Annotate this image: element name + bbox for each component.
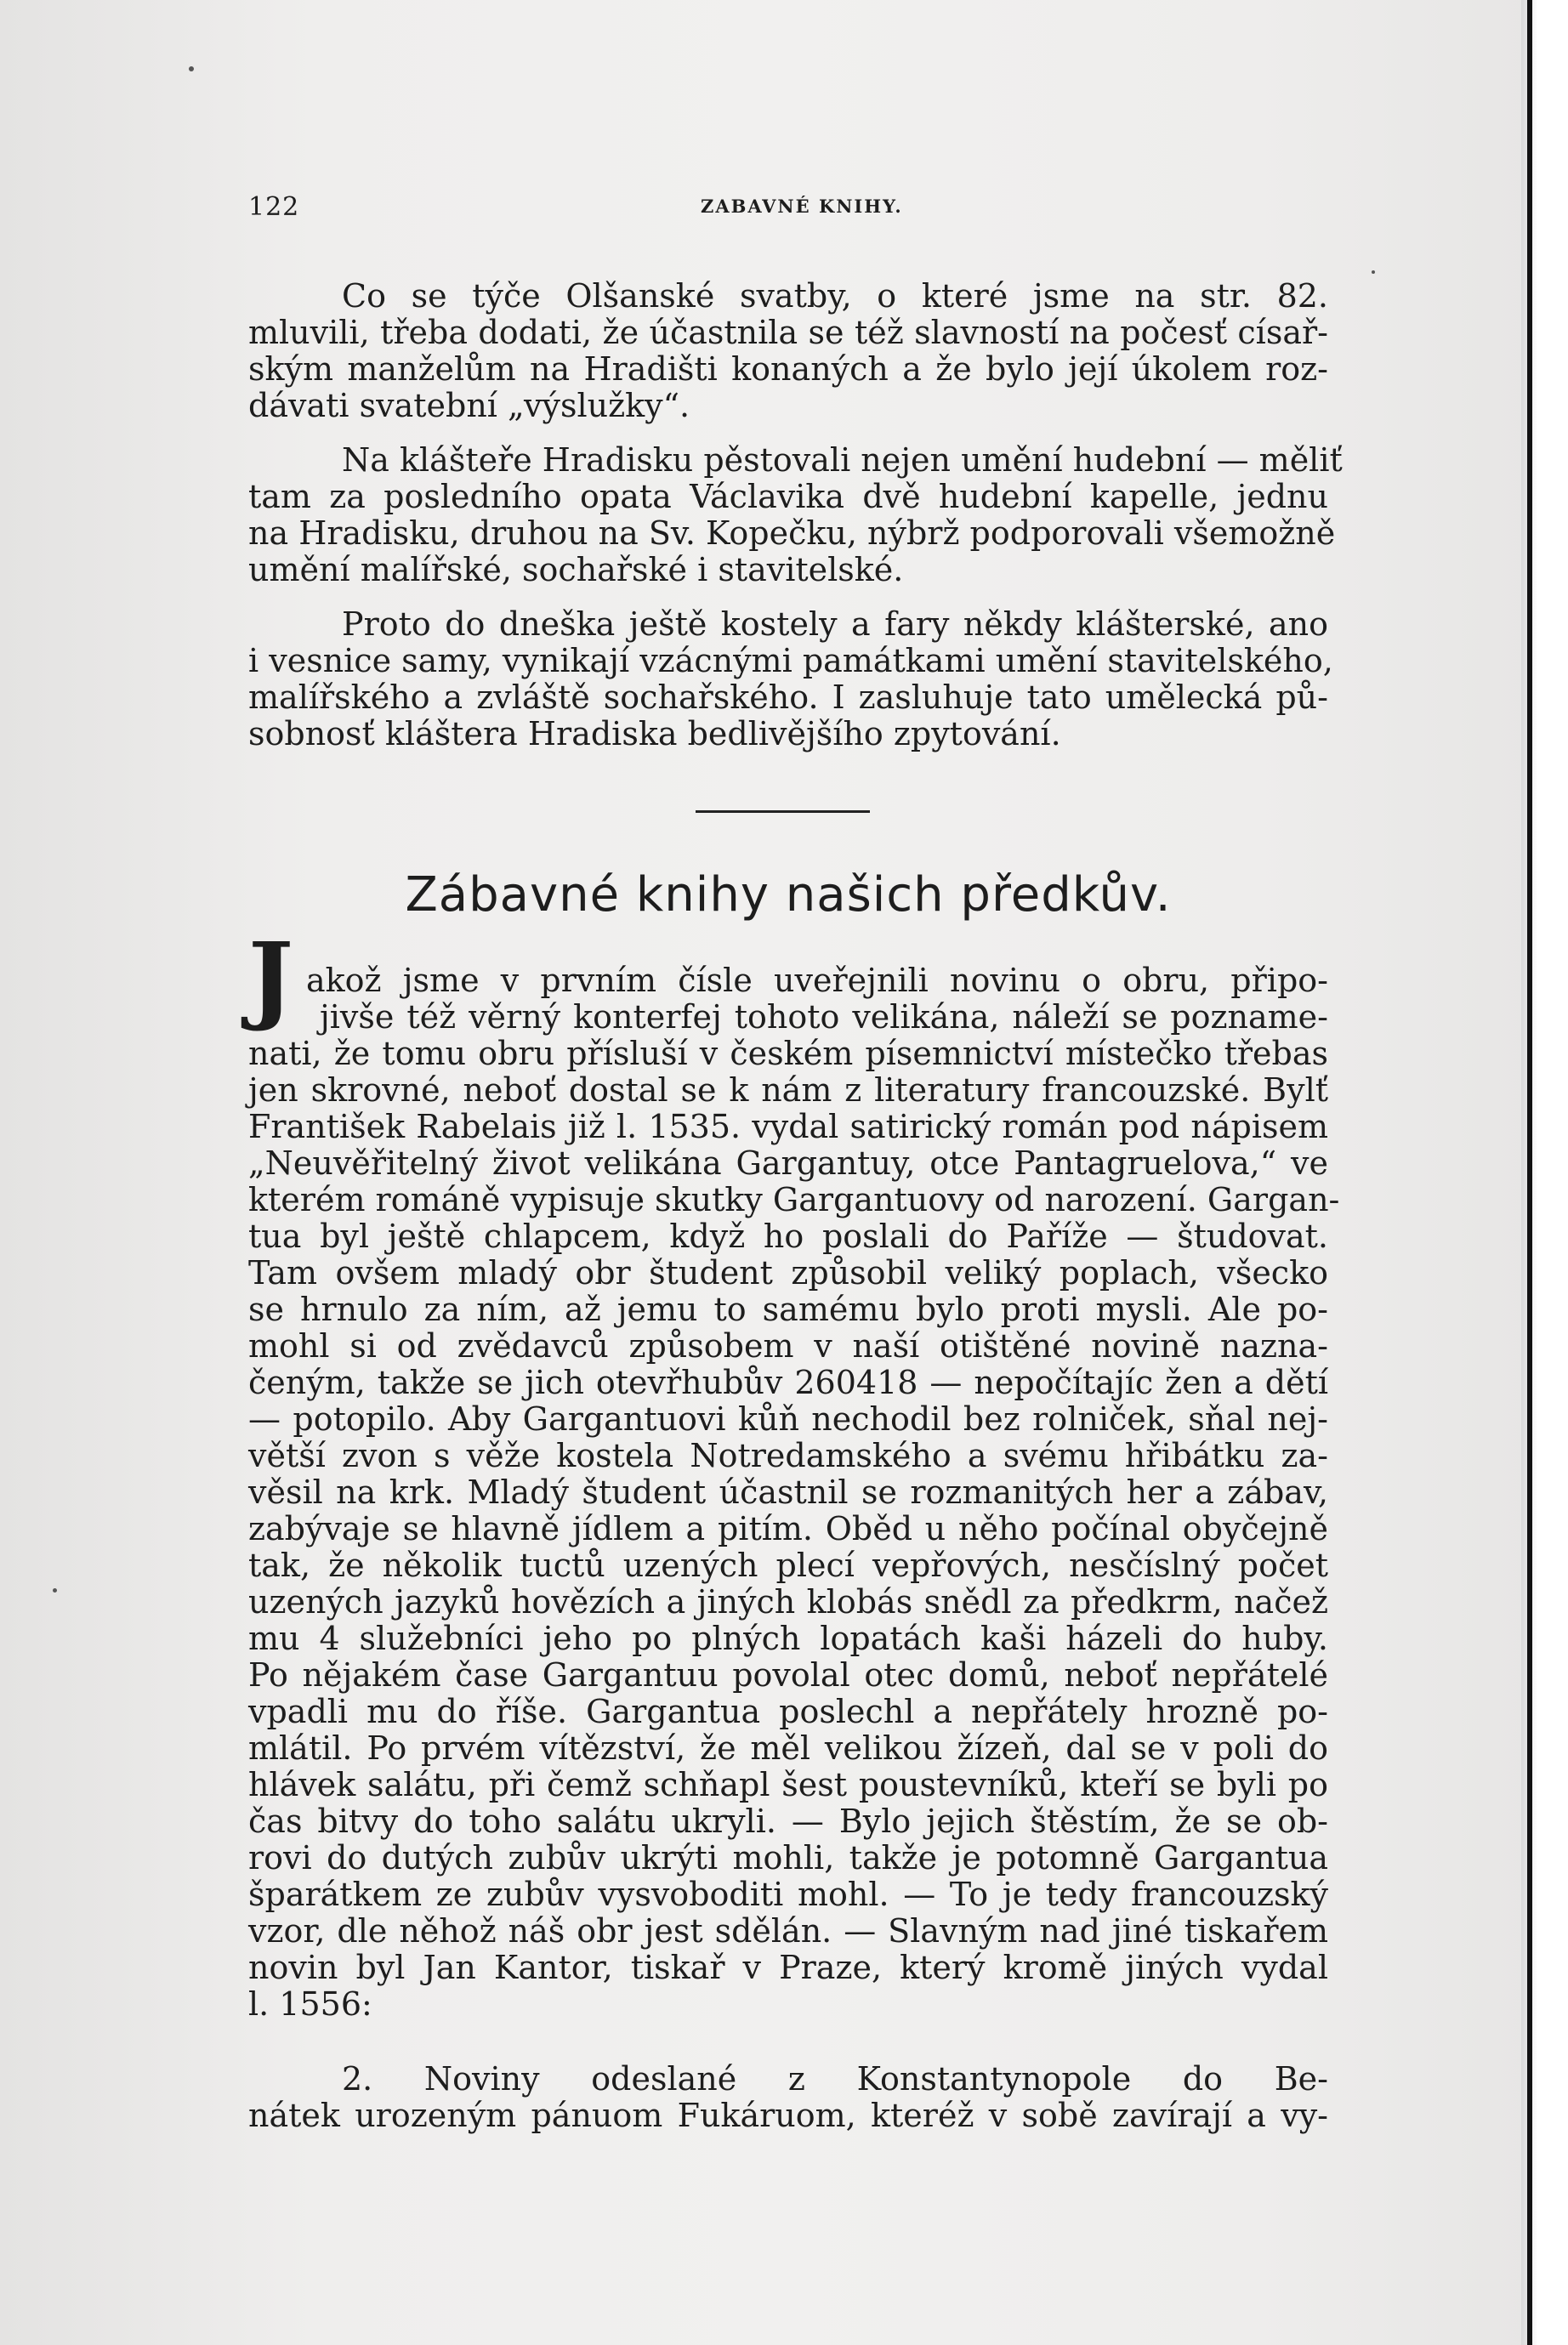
text-line: tam za posledního opata Václavika dvě hudební kapelle, jednu [248,478,1328,515]
text-line: nati, že tomu obru přísluší v českém písemnictví místečko třebas [248,1035,1328,1072]
text-line: čas bitvy do toho salátu ukryli. — Bylo jejich štěstím, že se ob- [248,1803,1328,1840]
text-line: František Rabelais již l. 1535. vydal satirický román pod nápisem [248,1108,1328,1145]
text-line: jivše též věrný konterfej tohoto velikána, náleží se poznamе- [320,998,1328,1036]
text-line: — potopilo. Aby Gargantuovi kůň nechodil bez rolniček, sňal nej- [248,1400,1328,1438]
page-number: 122 [248,192,300,222]
text-line: se hrnulo za ním, až jemu to samému bylo proti mysli. Ale po- [248,1291,1328,1328]
text-line: vzor, dle něhož náš obr jest sdělán. — Slavným nad jiné tiskařem [248,1912,1328,1950]
running-head: ZABAVNÉ KNIHY. [701,196,903,217]
text-line: umění malířské, sochařské i stavitelské. [248,551,904,588]
article-body [248,962,1340,2023]
text-line: na Hradisku, druhou na Sv. Kopečku, nýbrž podporovali všemožně [248,514,1336,552]
paragraph-kostely [248,605,1333,752]
paragraph-hradisko [248,441,1343,588]
text-line: l. 1556: [248,1985,372,2023]
text-line: jen skrovné, neboť dostal se k nám z literatury francouzské. Bylť [248,1071,1328,1109]
text-line: kterém románě vypisuje skutky Gargantuovy od narození. Gargan- [248,1181,1340,1218]
text-line: sobnosť kláštera Hradiska bedlivějšího zpytování. [248,715,1061,752]
paper-speck [1372,270,1375,274]
page-edge-line [1527,0,1532,2345]
text-line: hlávek salátu, při čemž schňapl šest poustevníků, kteří se byli po [248,1766,1328,1803]
text-line: malířského a zvláště sochařského. I zasluhuje tato umělecká pů- [248,679,1328,716]
text-line: mlátil. Po prvém vítězství, že měl velikou žízeň, dal se v poli do [248,1729,1328,1767]
text-line: věsil na krk. Mladý študent účastnil se rozmanitých her a zábav, [248,1473,1328,1511]
text-line: rovi do dutých zubův ukrýti mohli, takže je potomně Gargantua [248,1839,1328,1877]
text-line: tak, že několik tuctů uzených plecí vepřových, nesčíslný počet [248,1547,1328,1584]
article-title: Zábavné knihy našich předkův. [405,867,1172,923]
text-line: tua byl ještě chlapcem, když ho poslali do Paříže — študovat. [248,1218,1328,1255]
text-line: Co se týče Olšanské svatby, o které jsme na str. 82. [342,277,1328,315]
page-header [248,192,1328,226]
paper-speck [189,66,194,71]
text-line: novin byl Jan Kantor, tiskař v Praze, který kromě jiných vydal [248,1949,1328,1986]
section-divider [696,810,870,813]
text-line: 2. Noviny odeslané z Konstantynopole do Be- [342,2060,1328,2098]
text-line: Po nějakém čase Gargantuu povolal otec domů, neboť nepřátelé [248,1656,1328,1694]
text-line: ským manželům na Hradišti konaných a že bylo její úkolem roz- [248,350,1328,388]
text-line: čeným, takže se jich otevřhubův 260418 — nepočítajíc žen a dětí [248,1364,1328,1401]
text-line: vpadli mu do říše. Gargantua poslechl a nepřátely hrozně po- [248,1693,1328,1730]
text-line: dávati svatební „výslužky“. [248,387,690,424]
text-line: Na klášteře Hradisku pěstovali nejen umění hudební — měliť [342,441,1343,479]
text-line: větší zvon s věže kostela Notredamského a svému hřibátku za- [248,1437,1328,1474]
text-line: mluvili, třeba dodati, že účastnila se též slavností na počesť císař- [248,314,1328,351]
paragraph-olsanske [248,278,1328,424]
text-line: mu 4 služebníci jeho po plných lopatách kaši házeli do huby. [248,1620,1328,1657]
paragraph-noviny [248,2061,1328,2134]
text-line: i vesnice samy, vynikají vzácnými památkami umění stavitelského, [248,642,1333,679]
text-line: Proto do dneška ještě kostely a fary někdy klášterské, ano [342,605,1328,643]
text-line: zabývaje se hlavně jídlem a pitím. Oběd u něho počínal obyčejně [248,1510,1328,1547]
text-line: nátek urozeným pánuom Fukáruom, kteréž v sobě zavírají a vy- [248,2097,1328,2134]
text-line: „Neuvěřitelný život velikána Gargantuy, otce Pantagruelova,“ ve [248,1144,1328,1182]
text-line: šparátkem ze zubův vysvoboditi mohl. — To je tedy francouzský [248,1876,1328,1913]
text-line: mohl si od zvědavců způsobem v naší otištěné novině nazna- [248,1327,1328,1365]
text-line: Tam ovšem mladý obr študent způsobil veliký poplach, všecko [248,1254,1328,1292]
paper-speck [53,1588,57,1593]
text-line: akož jsme v prvním čísle uveřejnili novinu o obru, připo- [306,962,1328,999]
text-line: uzených jazyků hovězích a jiných klobás snědl za předkrm, načež [248,1583,1328,1621]
drop-cap: J [248,923,293,1034]
